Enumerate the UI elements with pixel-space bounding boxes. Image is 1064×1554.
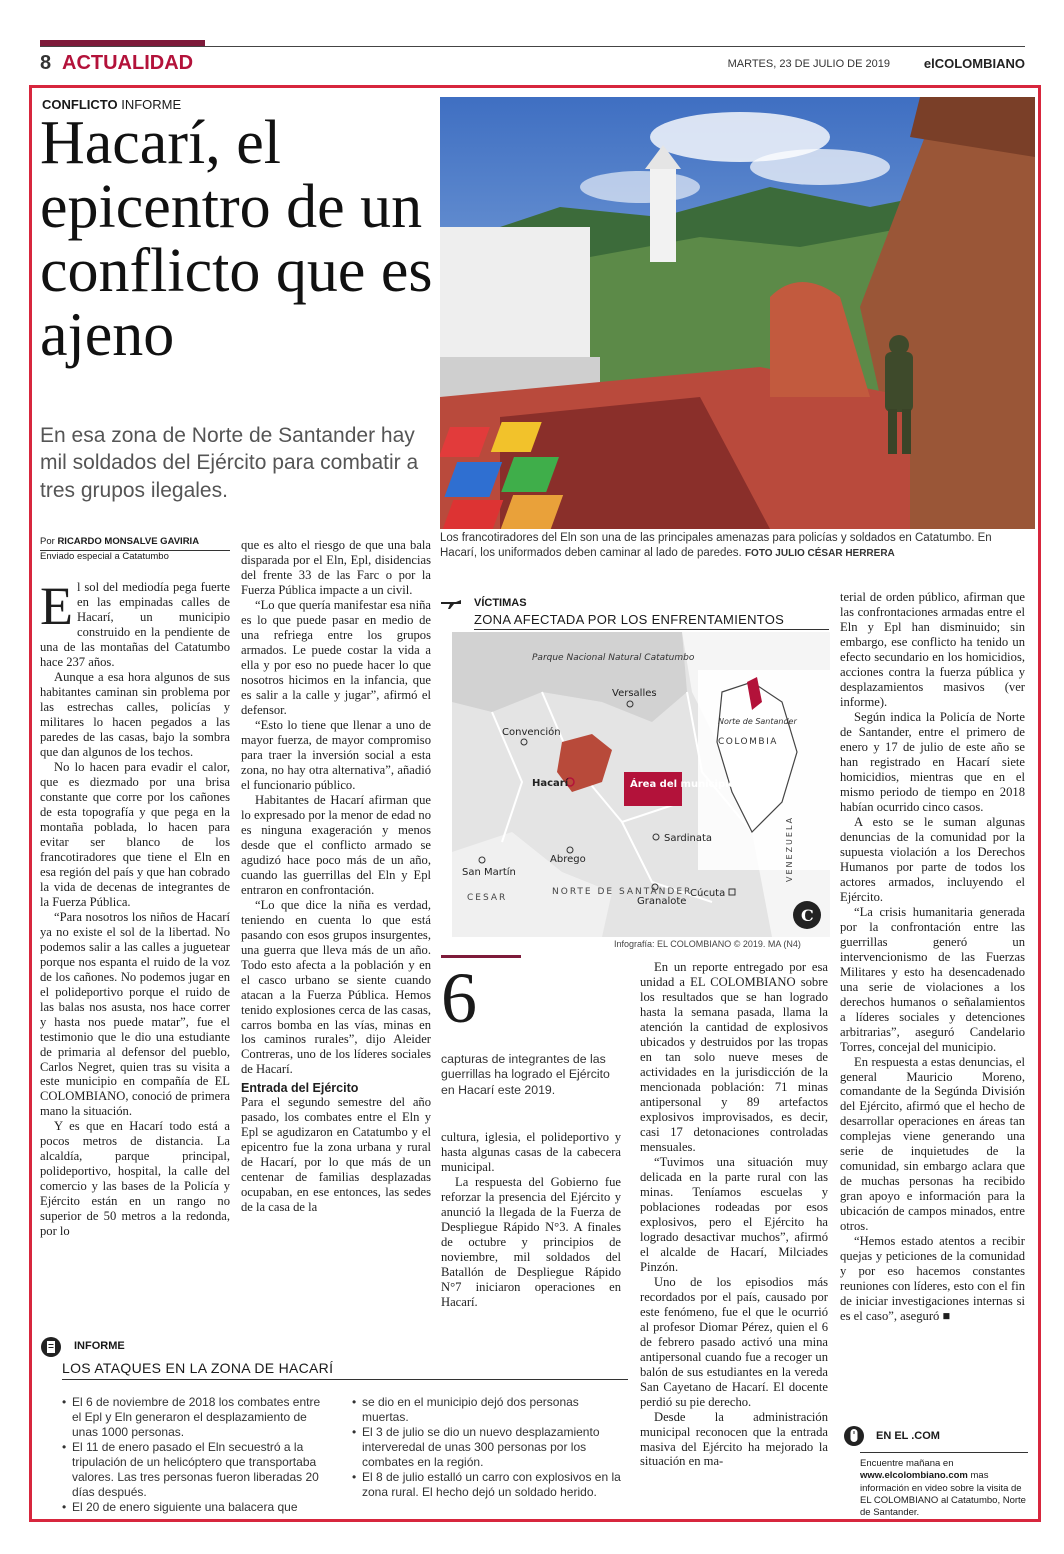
town-label: Sardinata xyxy=(664,833,713,844)
list-item: • El 3 de julio se dio un nuevo desplazamiento interveredal de unas 300 personas por los combates en la región. xyxy=(352,1425,624,1470)
headline: Hacarí, el epicentro de un conflicto que es ajeno xyxy=(40,109,433,369)
web-kicker: EN EL .COM xyxy=(876,1430,940,1442)
page-number: 8 xyxy=(40,52,52,74)
header-rule xyxy=(40,46,1025,47)
inset-country-label: COLOMBIA xyxy=(718,737,778,747)
cesar-label: CESAR xyxy=(467,893,508,903)
inset-region-label: Norte de Santander xyxy=(718,717,797,726)
town-label: Cúcuta xyxy=(690,888,726,899)
map xyxy=(452,632,830,937)
article-column-3: cultura, iglesia, el polideportivo y hasta algunas casas de la cabecera municipal. La respuesta del Gobierno fue reforzar la presencia del Ejército y anunció la llegada de la Fuerza de Despliegue Rápido N°3. A finales de octubre y principios de noviembre, mil soldados del Batallón de Despliegue Rápido N°7 iniciaron operaciones en Hacarí. xyxy=(441,1130,621,1309)
town-label: Hacarí xyxy=(532,778,569,789)
subheadline: En esa zona de Norte de Santander hay mil soldados del Ejército para combatir a tres grupos ilegales. xyxy=(40,424,419,502)
subsection-heading: Entrada del Ejército xyxy=(241,1081,359,1096)
page-header xyxy=(40,40,1025,80)
main-photo xyxy=(440,97,1035,529)
edition-date: MARTES, 23 DE JULIO DE 2019 xyxy=(727,58,890,70)
town-label: Versalles xyxy=(612,688,657,699)
document-icon xyxy=(40,1336,62,1358)
rifle-icon xyxy=(440,596,462,610)
list-item: • se dio en el municipio dejó dos personas muertas. xyxy=(352,1395,624,1425)
drop-cap: E xyxy=(40,576,73,636)
report-list-left xyxy=(62,1395,332,1515)
town-label: San Martín xyxy=(462,867,516,878)
venezuela-label: VENEZUELA xyxy=(785,815,794,882)
report-kicker: INFORME xyxy=(74,1340,125,1352)
region-label: NORTE DE SANTANDER xyxy=(552,887,693,897)
svg-text:Parque Nacional Natural Catatu xyxy=(532,653,695,663)
list-item: • El 6 de noviembre de 2018 los combates entre el Epl y Eln generaron el desplazamiento de unas 1000 personas. xyxy=(62,1395,332,1440)
list-item: • El 8 de julio estalló un carro con explosivos en la zona rural. El hecho dejó un soldado herido. xyxy=(352,1470,624,1500)
town-label: Abrego xyxy=(550,854,586,865)
list-item: • El 20 de enero siguiente una balacera que xyxy=(62,1500,332,1515)
section-name: ACTUALIDAD xyxy=(62,52,194,74)
stat-text: capturas de integrantes de las guerrillas ha logrado el Ejército en Hacarí este 2019. xyxy=(441,1052,610,1097)
town-label: Convención xyxy=(502,727,561,738)
svg-text:C: C xyxy=(801,906,814,925)
infographic-kicker: VÍCTIMAS xyxy=(474,597,527,609)
area-label: Área del municipio xyxy=(630,779,736,790)
web-link[interactable]: www.elcolombiano.com xyxy=(860,1470,968,1482)
list-item: • El 11 de enero pasado el Eln secuestró a la tripulación de un helicóptero que transportaba valores. Las tres personas fueron liberadas 20 días después. xyxy=(62,1440,332,1500)
article-column-5: terial de orden público, afirman que las confrontaciones armadas entre el Eln y Epl han disminuido; sin embargo, ese conflicto ha tenido un efecto secundario en los homicidios, acciones contra la fuerza pública y desplazamientos masivos (ver informe). Según indica la Policía de Norte de Santander, entre el primero de enero y 17 de julio de este año se han registrado en Hacarí siete homicidios, mientras que en el mismo periodo de tiempo en 2018 habían ocurrido cinco casos. A esto se le suman algunas denuncias de la comunidad por la supuesta violación a los Derechos Humanos por parte de todos los actores armados, incluyendo el Ejército. “La crisis humanitaria generada por la confrontación entre las guerrillas generó un intervencionismo de las Fuerzas Militares y esto ha desencadenado una serie de violaciones a los derechos humanos o señalamientos a líderes sociales y detenciones arbitrarias”, aseguró Candelario Torres, concejal del municipio. En respuesta a estas denuncias, el general Mauricio Moreno, comandante de la Segúnda División del Ejército, afirmó que el hecho de desarrollar operaciones en áreas tan complejas viene generando una serie de inquietudes de la comunidad, sin embargo aclara que de muchas personas ha recibido gran apoyo e información para la ubicación de campos minados, entre otros. “Hemos estado atentos a recibir quejas y peticiones de la comunidad y por eso hacemos constantes reuniones con líderes, esto con el fin de iniciar investigaciones internas si es el caso”, aseguró ■ xyxy=(840,590,1025,1324)
infographic-title: ZONA AFECTADA POR LOS ENFRENTAMIENTOS xyxy=(474,612,829,630)
newspaper-brand: elCOLOMBIANO xyxy=(923,56,1025,71)
article-column-4: En un reporte entregado por esa unidad a EL COLOMBIANO sobre los resultados que se han logrado hasta la semana pasada, llama la atención la cantidad de explosivos ubicados y destruidos por las tropas en tan solo nueve meses de actividades en la jurisdicción de la mencionada población: 71 minas antipersonal y 89 artefactos explosivos improvisados, es decir, casi 17 detonaciones controladas mensuales. “Tuvimos una situación muy delicada en la parte rural con las minas. Teníamos escuelas y poblaciones rodeadas por esos explosivos, pero el Ejército ha logrado desactivar muchos”, afirmó el alcalde de Hacarí, Milciades Pinzón. Uno de los episodios más recordados por el país, causado por este fenómeno, fue el que le ocurrió al profesor Diomar Pérez, quien el 6 de febrero pasado activó una mina antipersonal cuando fue a recoger un balón de sus estudiantes en la vereda San Cayetano de Hacarí. El docente perdió su pie derecho. Desde la administración municipal reconocen que la entrada masiva del Ejército ha mejorado la situación en ma- xyxy=(640,960,828,1469)
map-park-label: Parque Nacional Natural Catatumbo xyxy=(532,653,695,663)
stat-number: 6 xyxy=(441,958,477,1038)
article-kicker: CONFLICTO INFORME xyxy=(42,97,182,112)
article-column-2: que es alto el riesgo de que una bala disparada por el Eln, Epl, disidencias del frente 33 de las Farc o por la Fuerza Pública impacte a un civil. “Lo que quería manifestar esa niña es lo que puede pasar en medio de una refriega entre los grupos armados. Le puede costar la vida a ella y por eso no puede hacer lo que nosotros hicimos en la infancia, que es salir a la calle y jugar”, afirmó el defensor. “Esto lo tiene que llenar a uno de mayor fuerza, de mayor compromiso para traer la inversión social a esta zona, no hay otra alternativa”, añadió el funcionario público. Habitantes de Hacarí afirman que lo expresado por la menor de edad no es ninguna exageración y menos desde que el conflicto armado se agudizó hace poco más de un año, cuando las guerrillas del Eln y Epl entraron en confrontación. “Lo que dice la niña es verdad, teniendo en cuenta lo que está pasando con esos grupos insurgentes, una guerra que lleva más de un año. Todo esto afecta a la población y en el casco urbano se siente cuando atacan a la Fuerza Pública. Hemos tenido explosiones cerca de las casas, carros bomba en las vías, minas en los caminos rurales”, dijo Aleider Contreras, uno de los líderes sociales de Hacarí. Entrada del Ejército Para el segundo semestre del año pasado, los combates entre el Eln y Epl se agudizaron en Catatumbo y el epicentro fue la zona urbana y rural de Hacarí, por lo que más de un centenar de familias desplazadas ocupaban, en ese entonces, las sedes de la casa de la xyxy=(241,538,431,1215)
article-column-1: El sol del mediodía pega fuerte en las empinadas calles de Hacarí, un municipio construido en la pendiente de una de las montañas del Catatumbo hace 237 años. Aunque a esa hora algunos de sus habitantes caminan sin problema por las estrechas calles, policías y militares lo hacen pegados a las paredes de las casas, bajo la sombra que dan algunos de los techos. No lo hacen para evadir el calor, que es diezmado por una brisa constante que corre por los cañones de esta topografía y que pega en la montaña poblada, lo hacen para evitar ser blanco de los francotiradores que tiene el Eln en esa región del país y que han cobrado la vida de decenas de integrantes de la Fuerza Pública. “Para nosotros los niños de Hacarí ya no existe el sol de la libertad. No podemos salir a las calles a juguetear porque nos espanta el ruido de la voz de los cañones. No podemos jugar en el polideportivo porque el ruido de las balas nos asusta, nos hace correr y hasta nos puede matar”, fue el testimonio que le dio una estudiante de primaria al defensor del pueblo, Carlos Negret, quien tras su visita a este municipio en compañía de EL COLOMBIANO, conoció de primera mano la situación. Y es que en Hacarí todo está a pocos metros de distancia. La alcaldía, parque principal, polideportivo, hospital, la calle del comercio y las bases de la Policía y Ejército están en un rango no superior de 50 metros a la redonda, por lo xyxy=(40,576,230,1239)
web-text: Encuentre mañana en www.elcolombiano.com mas información en video sobre la visita de EL COLOMBIANO al Catatumbo, Norte de Santander. xyxy=(860,1452,1028,1520)
photo-credit: FOTO JULIO CÉSAR HERRERA xyxy=(744,547,895,559)
byline-role: Enviado especial a Catatumbo xyxy=(40,550,169,562)
byline: Por RICARDO MONSALVE GAVIRIA Enviado especial a Catatumbo xyxy=(40,536,230,564)
mouse-icon xyxy=(844,1425,864,1447)
report-list-right xyxy=(352,1395,624,1500)
infographic-source: Infografía: EL COLOMBIANO © 2019. MA (N4) xyxy=(614,939,801,949)
town-label: Granalote xyxy=(637,896,687,907)
report-title: LOS ATAQUES EN LA ZONA DE HACARÍ xyxy=(62,1360,628,1380)
photo-caption: Los francotiradores del Eln son una de las principales amenazas para policías y soldados en Catatumbo. En Hacarí, los uniformados deben caminar al lado de paredes. FOTO JULIO CÉSAR HERRERA xyxy=(440,532,992,559)
